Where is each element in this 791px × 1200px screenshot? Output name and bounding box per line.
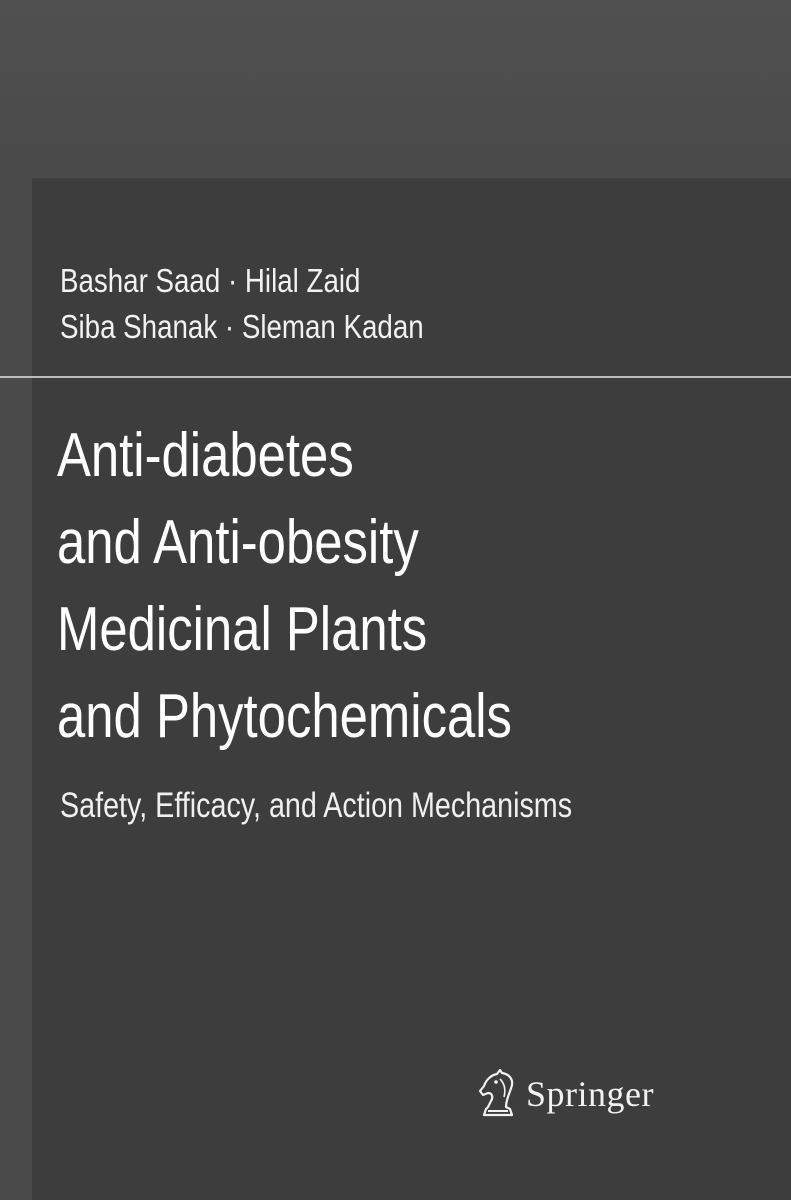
book-subtitle: Safety, Efficacy, and Action Mechanisms — [60, 786, 573, 825]
title-line-1: Anti-diabetes — [57, 421, 354, 490]
chess-knight-icon — [476, 1069, 520, 1119]
author-list — [60, 258, 424, 350]
title-line-3: Medicinal Plants — [57, 595, 428, 664]
author-line-2: Siba Shanak · Sleman Kadan — [60, 308, 424, 345]
divider-rule — [0, 376, 791, 378]
title-line-4: and Phytochemicals — [57, 682, 512, 751]
book-title — [57, 412, 512, 760]
cover-top-band — [0, 0, 791, 178]
publisher-logo — [476, 1066, 654, 1122]
title-line-2: and Anti-obesity — [57, 508, 419, 577]
author-line-1: Bashar Saad · Hilal Zaid — [60, 262, 361, 299]
publisher-name: Springer — [526, 1074, 654, 1114]
